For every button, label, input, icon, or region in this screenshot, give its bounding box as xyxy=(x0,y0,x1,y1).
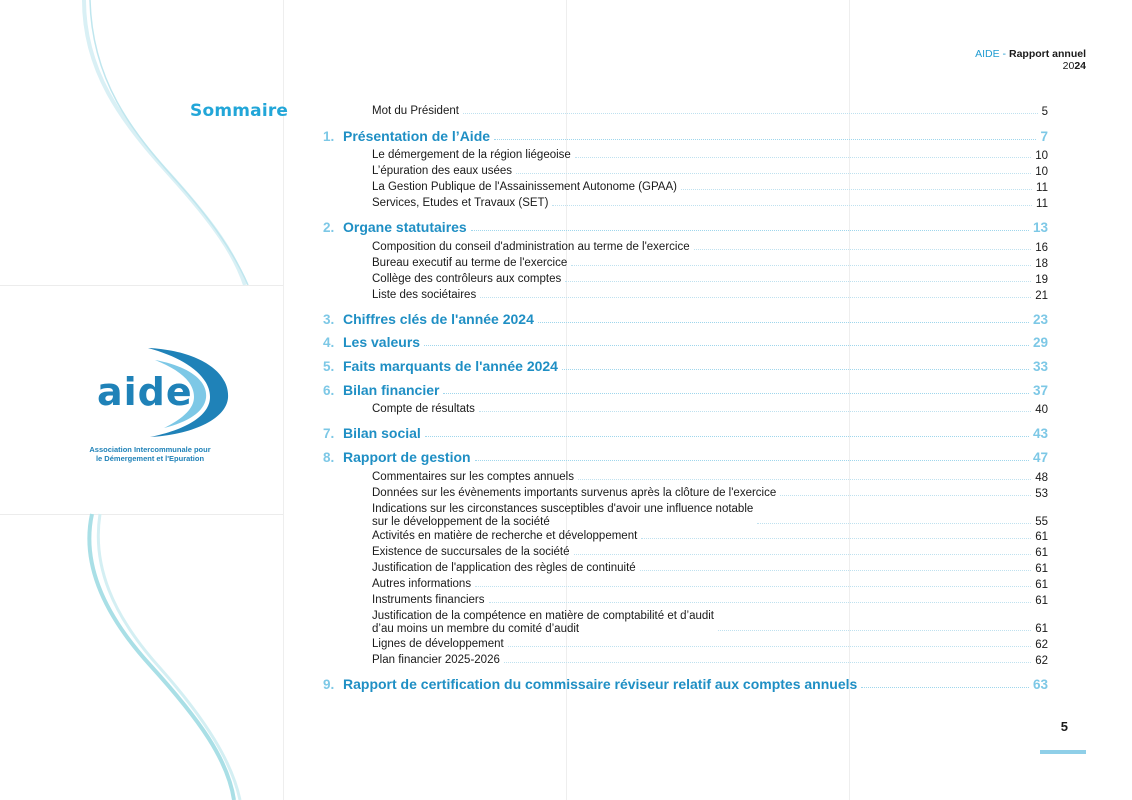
toc-entry-label: Le démergement de la région liégeoise xyxy=(372,149,571,161)
toc-page-number: 61 xyxy=(1035,530,1048,543)
toc-dot-leader xyxy=(489,602,1032,603)
toc-section-entry[interactable] xyxy=(323,219,1048,235)
toc-subentry[interactable] xyxy=(372,149,1048,162)
toc-entry-label: Liste des sociétaires xyxy=(372,289,477,301)
toc-entry-label: Rapport de certification du commissaire réviseur relatif aux comptes annuels xyxy=(343,676,858,692)
toc-dot-leader xyxy=(861,687,1029,688)
toc-page-number: 40 xyxy=(1035,403,1048,416)
toc-dot-leader xyxy=(471,230,1029,231)
toc-dot-leader xyxy=(516,173,1031,174)
toc-page-number: 62 xyxy=(1035,654,1048,667)
toc-page-number: 63 xyxy=(1032,677,1048,692)
toc-subentry[interactable] xyxy=(372,471,1048,484)
toc-section-number: 2. xyxy=(323,220,335,235)
toc-entry-label: Données sur les évènements importants survenus après la clôture de l'exercice xyxy=(372,487,777,499)
toc-subentry[interactable] xyxy=(372,181,1048,194)
toc-dot-leader xyxy=(562,369,1029,370)
aide-logo xyxy=(60,340,250,470)
toc-subentry[interactable] xyxy=(372,241,1048,254)
toc-page-number: 7 xyxy=(1040,129,1048,144)
toc-dot-leader xyxy=(463,113,1038,114)
toc-entry-label: Plan financier 2025-2026 xyxy=(372,654,500,666)
toc-section-number: 6. xyxy=(323,383,335,398)
toc-subentry[interactable] xyxy=(372,638,1048,651)
toc-page-number: 10 xyxy=(1035,165,1048,178)
toc-page-number: 23 xyxy=(1032,312,1048,327)
toc-section-number: 8. xyxy=(323,450,335,465)
toc-dot-leader xyxy=(574,554,1032,555)
toc-entry-label: Bilan social xyxy=(343,425,421,441)
toc-dot-leader xyxy=(475,460,1029,461)
toc-entry-label: Indications sur les circonstances susceptibles d'avoir une influence notable sur le développement de la société xyxy=(372,503,754,528)
toc-page-number: 43 xyxy=(1032,426,1048,441)
toc-page-number: 11 xyxy=(1036,197,1048,210)
toc-dot-leader xyxy=(475,586,1031,587)
toc-dot-leader xyxy=(538,322,1029,323)
toc-dot-leader xyxy=(443,393,1029,394)
header-title: Rapport annuel xyxy=(1008,48,1086,60)
toc-dot-leader xyxy=(780,495,1031,496)
toc-subentry[interactable] xyxy=(372,530,1048,543)
toc-subentry[interactable] xyxy=(372,197,1048,210)
toc-section-entry[interactable] xyxy=(323,334,1048,350)
toc-dot-leader xyxy=(480,297,1031,298)
toc-entry-label: Existence de succursales de la société xyxy=(372,546,570,558)
page-number: 5 xyxy=(1060,719,1068,734)
toc-section-number: 7. xyxy=(323,426,335,441)
toc-entry-label: Commentaires sur les comptes annuels xyxy=(372,471,574,483)
page-accent-bar xyxy=(1040,750,1086,754)
logo-subtitle: Association Intercommunale pour le Démergement et l'Epuration xyxy=(89,445,211,463)
toc-section-entry[interactable] xyxy=(323,449,1048,465)
toc-dot-leader xyxy=(718,630,1031,631)
toc-page-number: 55 xyxy=(1035,516,1048,528)
toc-section-entry[interactable] xyxy=(323,425,1048,441)
toc-subentry[interactable] xyxy=(372,578,1048,591)
toc-dot-leader xyxy=(494,139,1036,140)
toc-section-number: 9. xyxy=(323,677,335,692)
toc-page-number: 62 xyxy=(1035,638,1048,651)
toc-page-number: 37 xyxy=(1032,383,1048,398)
toc-entry-label: Autres informations xyxy=(372,578,472,590)
toc-section-entry[interactable] xyxy=(323,128,1048,144)
toc-entry-label: Compte de résultats xyxy=(372,403,475,415)
toc-page-number: 61 xyxy=(1035,546,1048,559)
toc-page-number: 18 xyxy=(1035,257,1048,270)
toc-entry-label: Présentation de l’Aide xyxy=(343,128,491,144)
toc-section-number: 4. xyxy=(323,335,335,350)
toc-dot-leader xyxy=(694,249,1032,250)
toc-entry-label: Bureau executif au terme de l'exercice xyxy=(372,257,568,269)
toc-dot-leader xyxy=(578,479,1031,480)
toc-page-number: 13 xyxy=(1032,220,1048,235)
toc-section-number: 1. xyxy=(323,129,335,144)
toc-subentry[interactable] xyxy=(372,562,1048,575)
toc-dot-leader xyxy=(571,265,1031,266)
toc-section-number: 3. xyxy=(323,312,335,327)
toc-dot-leader xyxy=(575,157,1031,158)
toc-entry-label: Collège des contrôleurs aux comptes xyxy=(372,273,562,285)
toc-page-number: 29 xyxy=(1032,335,1048,350)
toc-subentry[interactable] xyxy=(372,610,1048,635)
document-header: AIDE - Rapport annuel 2024 xyxy=(975,48,1086,72)
toc-dot-leader xyxy=(508,646,1031,647)
toc-entry-label: Instruments financiers xyxy=(372,594,485,606)
toc-subentry[interactable] xyxy=(372,546,1048,559)
toc-entry-label: Lignes de développement xyxy=(372,638,504,650)
toc-entry-label: Composition du conseil d'administration au terme de l'exercice xyxy=(372,241,690,253)
toc-entry-label: Services, Etudes et Travaux (SET) xyxy=(372,197,549,209)
toc-section-entry[interactable] xyxy=(323,382,1048,398)
header-year: 2024 xyxy=(1062,60,1086,72)
toc-section-entry[interactable] xyxy=(323,358,1048,374)
toc-page-number: 48 xyxy=(1035,471,1048,484)
toc-page-number: 61 xyxy=(1035,562,1048,575)
toc-dot-leader xyxy=(640,570,1032,571)
toc-entry-label: Mot du Président xyxy=(372,105,459,117)
toc-dot-leader xyxy=(681,189,1032,190)
toc-dot-leader xyxy=(757,523,1031,524)
toc-page-number: 33 xyxy=(1032,359,1048,374)
toc-entry-label: Bilan financier xyxy=(343,382,440,398)
toc-section-number: 5. xyxy=(323,359,335,374)
page-title: Sommaire xyxy=(190,101,289,121)
toc-entry-label: Chiffres clés de l'année 2024 xyxy=(343,311,534,327)
toc-subentry[interactable] xyxy=(372,105,1048,118)
toc-section-entry[interactable] xyxy=(323,676,1048,692)
toc-subentry[interactable] xyxy=(372,654,1048,667)
toc-dot-leader xyxy=(641,538,1031,539)
toc-page-number: 47 xyxy=(1032,450,1048,465)
toc-entry-label: L’épuration des eaux usées xyxy=(372,165,513,177)
toc-dot-leader xyxy=(479,411,1031,412)
toc-section-entry[interactable] xyxy=(323,311,1048,327)
toc-dot-leader xyxy=(504,662,1031,663)
toc-page-number: 61 xyxy=(1035,594,1048,607)
toc-dot-leader xyxy=(565,281,1031,282)
toc-page-number: 11 xyxy=(1036,181,1048,194)
logo-wordmark: aide xyxy=(97,370,193,414)
toc-subentry[interactable] xyxy=(372,289,1048,302)
toc-subentry[interactable] xyxy=(372,503,1048,528)
toc-page-number: 53 xyxy=(1035,487,1048,500)
toc-entry-label: Organe statutaires xyxy=(343,219,467,235)
toc-page-number: 61 xyxy=(1035,623,1048,635)
toc-entry-label: Activités en matière de recherche et développement xyxy=(372,530,638,542)
toc-entry-label: Rapport de gestion xyxy=(343,449,471,465)
toc-subentry[interactable] xyxy=(372,165,1048,178)
header-brand: AIDE xyxy=(975,48,1000,60)
toc-subentry[interactable] xyxy=(372,487,1048,500)
toc-entry-label: Justification de la compétence en matière de comptabilité et d’audit d’au moins un membre du comité d’audit xyxy=(372,610,715,635)
toc-page-number: 10 xyxy=(1035,149,1048,162)
toc-entry-label: Les valeurs xyxy=(343,334,421,350)
toc-page-number: 5 xyxy=(1041,105,1048,118)
toc-subentry[interactable] xyxy=(372,594,1048,607)
toc-subentry[interactable] xyxy=(372,273,1048,286)
toc-entry-label: La Gestion Publique de l'Assainissement Autonome (GPAA) xyxy=(372,181,677,193)
toc-dot-leader xyxy=(424,345,1029,346)
toc-entry-label: Faits marquants de l'année 2024 xyxy=(343,358,558,374)
toc-page-number: 21 xyxy=(1035,289,1048,302)
toc-entry-label: Justification de l'application des règles de continuité xyxy=(372,562,636,574)
toc-page-number: 19 xyxy=(1035,273,1048,286)
toc-dot-leader xyxy=(552,205,1032,206)
toc-dot-leader xyxy=(425,436,1029,437)
toc-page-number: 61 xyxy=(1035,578,1048,591)
toc-subentry[interactable] xyxy=(372,403,1048,416)
toc-page-number: 16 xyxy=(1035,241,1048,254)
toc-subentry[interactable] xyxy=(372,257,1048,270)
